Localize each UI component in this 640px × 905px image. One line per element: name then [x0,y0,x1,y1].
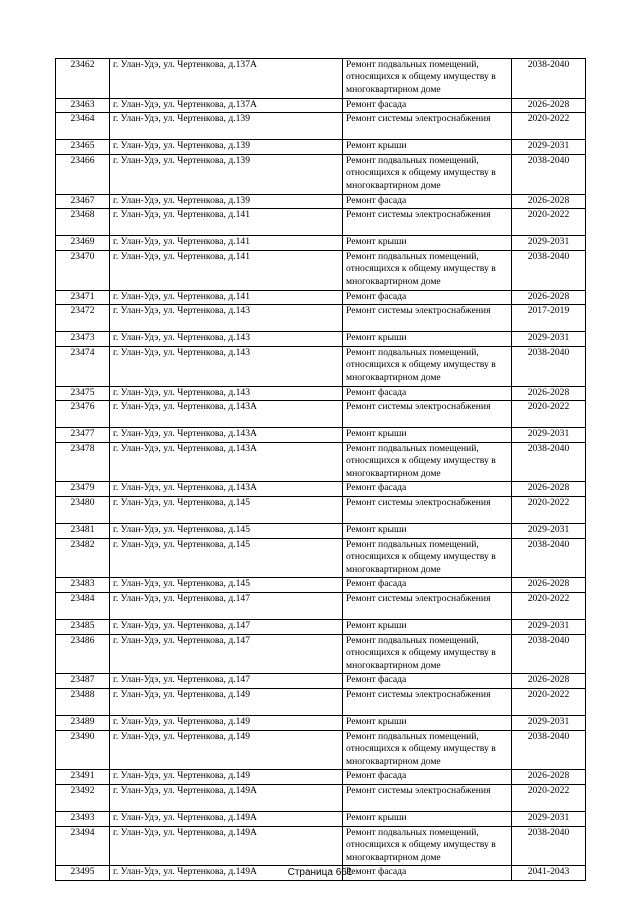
address-cell: г. Улан-Удэ, ул. Чертенкова, д.137А [110,98,343,113]
period-cell: 2029-2031 [512,428,586,443]
work-type-cell: Ремонт крыши [343,812,512,827]
work-type-cell: Ремонт фасада [343,866,512,881]
row-number-cell: 23462 [56,59,110,99]
row-number-cell: 23486 [56,634,110,674]
address-cell: г. Улан-Удэ, ул. Чертенкова, д.139 [110,113,343,140]
table-row [56,428,586,443]
work-type-cell: Ремонт системы электроснабжения [343,689,512,716]
work-type-cell: Ремонт фасада [343,578,512,593]
row-number-cell: 23484 [56,593,110,620]
table-row [56,593,586,620]
address-cell: г. Улан-Удэ, ул. Чертенкова, д.141 [110,236,343,251]
row-number-cell: 23482 [56,538,110,578]
period-cell: 2038-2040 [512,154,586,194]
period-cell: 2038-2040 [512,442,586,482]
table-row [56,784,586,811]
work-type-cell: Ремонт системы электроснабжения [343,497,512,524]
work-type-cell: Ремонт крыши [343,140,512,155]
period-cell: 2029-2031 [512,620,586,635]
work-type-cell: Ремонт системы электроснабжения [343,593,512,620]
row-number-cell: 23465 [56,140,110,155]
row-number-cell: 23471 [56,290,110,305]
period-cell: 2020-2022 [512,113,586,140]
row-number-cell: 23477 [56,428,110,443]
address-cell: г. Улан-Удэ, ул. Чертенкова, д.147 [110,620,343,635]
address-cell: г. Улан-Удэ, ул. Чертенкова, д.143 [110,305,343,332]
table-row [56,59,586,99]
table-row [56,209,586,236]
work-type-cell: Ремонт подвальных помещений, относящихся к общему имуществу в многоквартирном доме [343,442,512,482]
row-number-cell: 23488 [56,689,110,716]
table-row [56,98,586,113]
period-cell: 2026-2028 [512,578,586,593]
address-cell: г. Улан-Удэ, ул. Чертенкова, д.145 [110,578,343,593]
address-cell: г. Улан-Удэ, ул. Чертенкова, д.139 [110,194,343,209]
address-cell: г. Улан-Удэ, ул. Чертенкова, д.143А [110,401,343,428]
table-row [56,716,586,731]
table-row [56,538,586,578]
row-number-cell: 23463 [56,98,110,113]
period-cell: 2020-2022 [512,689,586,716]
table-row [56,826,586,866]
work-type-cell: Ремонт крыши [343,524,512,539]
period-cell: 2020-2022 [512,401,586,428]
table-row [56,812,586,827]
address-cell: г. Улан-Удэ, ул. Чертенкова, д.143А [110,428,343,443]
row-number-cell: 23493 [56,812,110,827]
row-number-cell: 23470 [56,250,110,290]
period-cell: 2029-2031 [512,236,586,251]
address-cell: г. Улан-Удэ, ул. Чертенкова, д.149А [110,826,343,866]
work-type-cell: Ремонт подвальных помещений, относящихся к общему имуществу в многоквартирном доме [343,250,512,290]
period-cell: 2038-2040 [512,826,586,866]
period-cell: 2029-2031 [512,524,586,539]
table-row [56,770,586,785]
address-cell: г. Улан-Удэ, ул. Чертенкова, д.145 [110,538,343,578]
work-type-cell: Ремонт фасада [343,770,512,785]
period-cell: 2026-2028 [512,98,586,113]
period-cell: 2026-2028 [512,386,586,401]
period-cell: 2029-2031 [512,332,586,347]
period-cell: 2020-2022 [512,784,586,811]
table-row [56,386,586,401]
table-row [56,236,586,251]
period-cell: 2029-2031 [512,812,586,827]
row-number-cell: 23480 [56,497,110,524]
row-number-cell: 23467 [56,194,110,209]
row-number-cell: 23485 [56,620,110,635]
table-row [56,140,586,155]
row-number-cell: 23475 [56,386,110,401]
table-row [56,290,586,305]
table-row [56,250,586,290]
row-number-cell: 23491 [56,770,110,785]
row-number-cell: 23474 [56,346,110,386]
row-number-cell: 23469 [56,236,110,251]
work-type-cell: Ремонт системы электроснабжения [343,784,512,811]
address-cell: г. Улан-Удэ, ул. Чертенкова, д.141 [110,290,343,305]
period-cell: 2038-2040 [512,346,586,386]
table-row [56,442,586,482]
period-cell: 2038-2040 [512,634,586,674]
row-number-cell: 23478 [56,442,110,482]
period-cell: 2017-2019 [512,305,586,332]
table-row [56,154,586,194]
work-type-cell: Ремонт подвальных помещений, относящихся к общему имуществу в многоквартирном доме [343,59,512,99]
row-number-cell: 23483 [56,578,110,593]
row-number-cell: 23481 [56,524,110,539]
address-cell: г. Улан-Удэ, ул. Чертенкова, д.143 [110,386,343,401]
period-cell: 2020-2022 [512,209,586,236]
address-cell: г. Улан-Удэ, ул. Чертенкова, д.149 [110,770,343,785]
work-type-cell: Ремонт подвальных помещений, относящихся к общему имуществу в многоквартирном доме [343,154,512,194]
period-cell: 2020-2022 [512,497,586,524]
row-number-cell: 23468 [56,209,110,236]
address-cell: г. Улан-Удэ, ул. Чертенкова, д.143А [110,442,343,482]
row-number-cell: 23487 [56,674,110,689]
work-type-cell: Ремонт крыши [343,620,512,635]
address-cell: г. Улан-Удэ, ул. Чертенкова, д.149А [110,784,343,811]
period-cell: 2041-2043 [512,866,586,881]
work-type-cell: Ремонт фасада [343,386,512,401]
address-cell: г. Улан-Удэ, ул. Чертенкова, д.145 [110,497,343,524]
table-row [56,689,586,716]
work-type-cell: Ремонт крыши [343,428,512,443]
table-row [56,346,586,386]
row-number-cell: 23494 [56,826,110,866]
table-row [56,497,586,524]
table-row [56,634,586,674]
period-cell: 2038-2040 [512,250,586,290]
row-number-cell: 23492 [56,784,110,811]
period-cell: 2026-2028 [512,482,586,497]
row-number-cell: 23472 [56,305,110,332]
row-number-cell: 23464 [56,113,110,140]
page-number: Страница 661 [287,867,353,878]
address-cell: г. Улан-Удэ, ул. Чертенкова, д.149А [110,866,343,881]
period-cell: 2038-2040 [512,538,586,578]
work-type-cell: Ремонт системы электроснабжения [343,113,512,140]
period-cell: 2038-2040 [512,730,586,770]
address-cell: г. Улан-Удэ, ул. Чертенкова, д.143 [110,332,343,347]
table-row [56,524,586,539]
address-cell: г. Улан-Удэ, ул. Чертенкова, д.141 [110,250,343,290]
period-cell: 2020-2022 [512,593,586,620]
work-type-cell: Ремонт системы электроснабжения [343,401,512,428]
period-cell: 2038-2040 [512,59,586,99]
table-row [56,730,586,770]
address-cell: г. Улан-Удэ, ул. Чертенкова, д.139 [110,154,343,194]
table-row [56,401,586,428]
address-cell: г. Улан-Удэ, ул. Чертенкова, д.149А [110,812,343,827]
address-cell: г. Улан-Удэ, ул. Чертенкова, д.137А [110,59,343,99]
work-type-cell: Ремонт подвальных помещений, относящихся к общему имуществу в многоквартирном доме [343,346,512,386]
period-cell: 2026-2028 [512,674,586,689]
work-type-cell: Ремонт системы электроснабжения [343,209,512,236]
work-type-cell: Ремонт фасада [343,290,512,305]
address-cell: г. Улан-Удэ, ул. Чертенкова, д.149 [110,730,343,770]
work-type-cell: Ремонт фасада [343,674,512,689]
address-cell: г. Улан-Удэ, ул. Чертенкова, д.145 [110,524,343,539]
table-row [56,113,586,140]
row-number-cell: 23473 [56,332,110,347]
address-cell: г. Улан-Удэ, ул. Чертенкова, д.149 [110,716,343,731]
table-row [56,482,586,497]
address-cell: г. Улан-Удэ, ул. Чертенкова, д.141 [110,209,343,236]
address-cell: г. Улан-Удэ, ул. Чертенкова, д.147 [110,593,343,620]
period-cell: 2029-2031 [512,716,586,731]
table-row [56,332,586,347]
work-type-cell: Ремонт подвальных помещений, относящихся к общему имуществу в многоквартирном доме [343,634,512,674]
address-cell: г. Улан-Удэ, ул. Чертенкова, д.143 [110,346,343,386]
work-type-cell: Ремонт системы электроснабжения [343,305,512,332]
table-row [56,305,586,332]
row-number-cell: 23466 [56,154,110,194]
work-type-cell: Ремонт крыши [343,332,512,347]
row-number-cell: 23489 [56,716,110,731]
repair-schedule-table [55,58,586,881]
row-number-cell: 23476 [56,401,110,428]
period-cell: 2026-2028 [512,194,586,209]
address-cell: г. Улан-Удэ, ул. Чертенкова, д.143А [110,482,343,497]
work-type-cell: Ремонт крыши [343,236,512,251]
work-type-cell: Ремонт подвальных помещений, относящихся к общему имуществу в многоквартирном доме [343,730,512,770]
address-cell: г. Улан-Удэ, ул. Чертенкова, д.147 [110,674,343,689]
work-type-cell: Ремонт крыши [343,716,512,731]
address-cell: г. Улан-Удэ, ул. Чертенкова, д.139 [110,140,343,155]
table-row [56,674,586,689]
work-type-cell: Ремонт подвальных помещений, относящихся к общему имуществу в многоквартирном доме [343,538,512,578]
work-type-cell: Ремонт фасада [343,98,512,113]
address-cell: г. Улан-Удэ, ул. Чертенкова, д.147 [110,634,343,674]
period-cell: 2026-2028 [512,290,586,305]
address-cell: г. Улан-Удэ, ул. Чертенкова, д.149 [110,689,343,716]
work-type-cell: Ремонт фасада [343,194,512,209]
work-type-cell: Ремонт подвальных помещений, относящихся к общему имуществу в многоквартирном доме [343,826,512,866]
table-body [56,59,586,881]
work-type-cell: Ремонт фасада [343,482,512,497]
table-row [56,620,586,635]
table-row [56,578,586,593]
row-number-cell: 23495 [56,866,110,881]
period-cell: 2029-2031 [512,140,586,155]
period-cell: 2026-2028 [512,770,586,785]
row-number-cell: 23479 [56,482,110,497]
row-number-cell: 23490 [56,730,110,770]
table-row [56,194,586,209]
